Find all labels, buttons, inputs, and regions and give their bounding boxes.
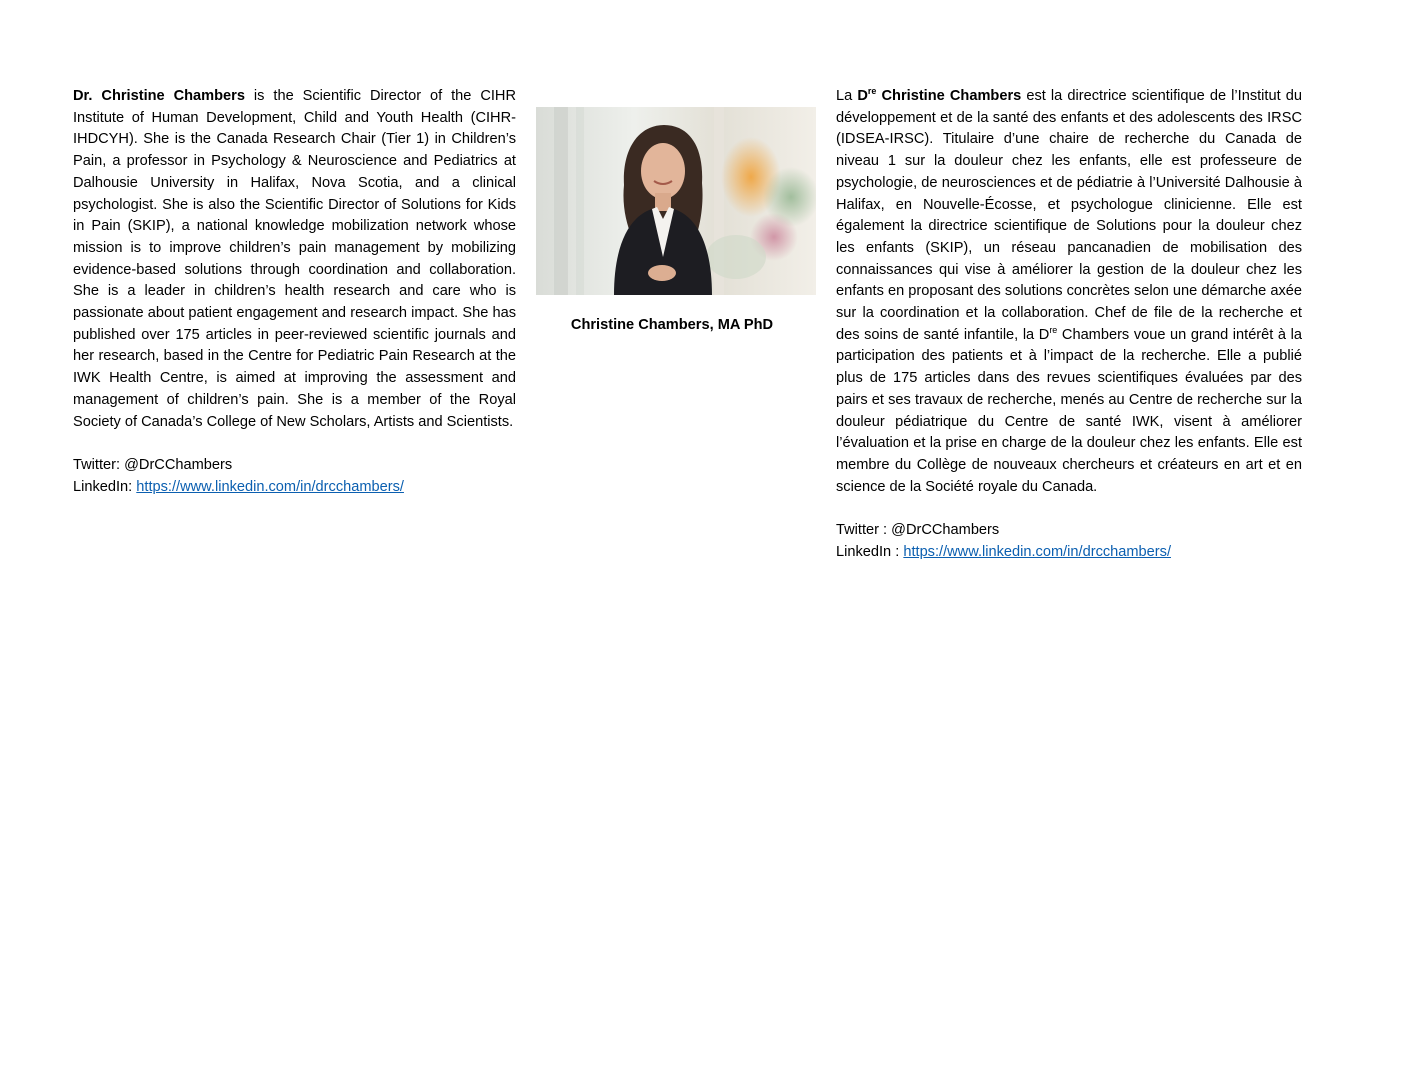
french-bio-text-2: Chambers voue un grand intérêt à la participation des patients et à l’impact de la recherche. Elle a publié plus de 175 articles dans des revues scientifiques évaluées par des pairs et ses travaux de recherche, menés au Centre de recherche sur la douleur pédiatrique du Centre de santé IWK, visent à améliorer l’évaluation et la prise en charge de la douleur chez les enfants. Elle est membre du Collège de nouveaux chercheurs et créateurs en art et en science de la Société royale du Canada. [836, 326, 1302, 495]
english-bio-paragraph [73, 86, 516, 433]
french-bio-text-1: est la directrice scientifique de l’Institut du développement et de la santé des enfants et des adolescents des IRSC (IDSEA-IRSC). Titulaire d’une chaire de recherche du Canada de niveau 1 sur la douleur chez les enfants, elle est professeure de psychologie, de neurosciences et de pédiatrie à l’Université Dalhousie à Halifax, en Nouvelle-Écosse, et psychologue clinicienne. Elle est également la directrice scientifique de Solutions pour la douleur chez les enfants (SKIP), un réseau pancanadien de mobilisation des connaissances qui vise à améliorer la gestion de la douleur chez les enfants en proposant des solutions concrètes selon une démarche axée sur la coordination et la collaboration. Chef de file de la recherche et des soins de santé infantile, la [836, 88, 1302, 343]
portrait-photo [536, 107, 816, 295]
french-bio-prefix: La [836, 88, 858, 104]
french-bio-paragraph [836, 86, 1302, 498]
english-linkedin-link[interactable]: https://www.linkedin.com/in/drcchambers/ [136, 478, 404, 495]
french-bio-column [836, 86, 1302, 563]
english-linkedin-label: LinkedIn: [73, 478, 137, 495]
english-twitter: Twitter: @DrCChambers [73, 456, 233, 473]
french-title-sup: re [867, 86, 877, 97]
english-bio-name: Dr. Christine Chambers [73, 88, 245, 104]
french-mid-sup: re [1049, 324, 1058, 335]
french-name-text: Christine Chambers [876, 88, 1022, 104]
french-linkedin-label: LinkedIn : [836, 543, 904, 560]
french-title-d: D [857, 88, 868, 104]
french-bio-name [857, 88, 1021, 104]
english-linkedin-line [73, 477, 516, 499]
french-linkedin-link[interactable]: https://www.linkedin.com/in/drcchambers/ [903, 543, 1171, 560]
english-bio-text: is the Scientific Director of the CIHR Institute of Human Development, Child and Youth Health (CIHR-IHDCYH). She is the Canada Research Chair (Tier 1) in Children’s Pain, a professor in Psychology & Neuroscience and Pediatrics at Dalhousie University in Halifax, Nova Scotia, and a clinical psychologist. She is also the Scientific Director of Solutions for Kids in Pain (SKIP), a national knowledge mobilization network whose mission is to improve children’s pain management by mobilizing evidence-based solutions through coordination and collaboration. She is a leader in children’s health research and care who is passionate about patient engagement and research impact. She has published over 175 articles in peer-reviewed scientific journals and her research, based in the Centre for Pediatric Pain Research at the IWK Health Centre, is aimed at improving the assessment and management of children’s pain. She is a member of the Royal Society of Canada’s College of New Scholars, Artists and Scientists. [73, 88, 517, 430]
french-twitter: Twitter : @DrCChambers [836, 522, 1000, 539]
french-mid-d: D [1038, 326, 1050, 343]
photo-caption: Christine Chambers, MA PhD [570, 317, 774, 333]
french-linkedin-line [836, 542, 1302, 564]
english-bio-column [73, 86, 516, 498]
